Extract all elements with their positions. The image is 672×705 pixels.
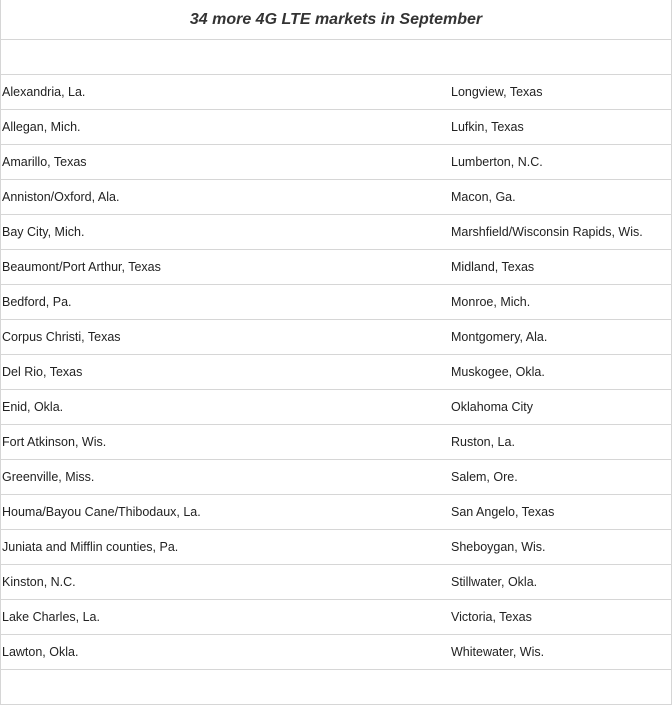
- table-row: [1, 390, 671, 425]
- market-cell-left: Beaumont/Port Arthur, Texas: [2, 260, 161, 274]
- table-row: [1, 145, 671, 180]
- table-row: [1, 285, 671, 320]
- market-cell-left: Allegan, Mich.: [2, 120, 81, 134]
- title-row: [1, 0, 671, 40]
- table-row: [1, 180, 671, 215]
- market-cell-right: Whitewater, Wis.: [451, 645, 545, 659]
- market-cell-right: Macon, Ga.: [451, 190, 516, 204]
- market-cell-left: Bedford, Pa.: [2, 295, 72, 309]
- market-cell-left: Corpus Christi, Texas: [2, 330, 121, 344]
- market-cell-left: Juniata and Mifflin counties, Pa.: [2, 540, 179, 554]
- market-cell-left: Amarillo, Texas: [2, 155, 87, 169]
- market-cell-right: Midland, Texas: [451, 260, 535, 274]
- table-row: [1, 250, 671, 285]
- market-cell-left: Fort Atkinson, Wis.: [2, 435, 107, 449]
- table-title: 34 more 4G LTE markets in September: [189, 10, 483, 28]
- market-cell-left: Greenville, Miss.: [2, 470, 95, 484]
- market-cell-right: Monroe, Mich.: [451, 295, 531, 309]
- table-row: [1, 425, 671, 460]
- market-cell-right: Ruston, La.: [451, 435, 515, 449]
- market-cell-right: Stillwater, Okla.: [451, 575, 538, 589]
- table-row: [1, 215, 671, 250]
- market-cell-left: Del Rio, Texas: [2, 365, 83, 379]
- market-cell-right: Lumberton, N.C.: [451, 155, 543, 169]
- market-cell-left: Bay City, Mich.: [2, 225, 85, 239]
- market-rows: [1, 75, 671, 670]
- market-cell-left: Alexandria, La.: [2, 85, 86, 99]
- market-cell-right: Lufkin, Texas: [451, 120, 524, 134]
- market-cell-left: Lake Charles, La.: [2, 610, 100, 624]
- market-cell-right: Oklahoma City: [451, 400, 533, 414]
- table-row: [1, 75, 671, 110]
- market-cell-left: Enid, Okla.: [2, 400, 64, 414]
- market-cell-right: Montgomery, Ala.: [451, 330, 548, 344]
- market-cell-right: Marshfield/Wisconsin Rapids, Wis.: [451, 225, 643, 239]
- table-row: [1, 355, 671, 390]
- market-cell-left: Anniston/Oxford, Ala.: [2, 190, 120, 204]
- market-cell-right: Salem, Ore.: [451, 470, 518, 484]
- market-cell-right: San Angelo, Texas: [451, 505, 555, 519]
- market-cell-right: Longview, Texas: [451, 85, 543, 99]
- table-row: [1, 320, 671, 355]
- table-row: [1, 635, 671, 670]
- table-row: [1, 530, 671, 565]
- market-cell-right: Victoria, Texas: [451, 610, 532, 624]
- table-row: [1, 565, 671, 600]
- blank-row: [1, 40, 671, 75]
- blank-row-bottom: [1, 670, 671, 704]
- market-cell-left: Lawton, Okla.: [2, 645, 79, 659]
- market-cell-right: Muskogee, Okla.: [451, 365, 545, 379]
- table-row: [1, 600, 671, 635]
- market-cell-left: Houma/Bayou Cane/Thibodaux, La.: [2, 505, 201, 519]
- market-cell-right: Sheboygan, Wis.: [451, 540, 546, 554]
- table-row: [1, 110, 671, 145]
- table-row: [1, 495, 671, 530]
- table-row: [1, 460, 671, 495]
- market-cell-left: Kinston, N.C.: [2, 575, 76, 589]
